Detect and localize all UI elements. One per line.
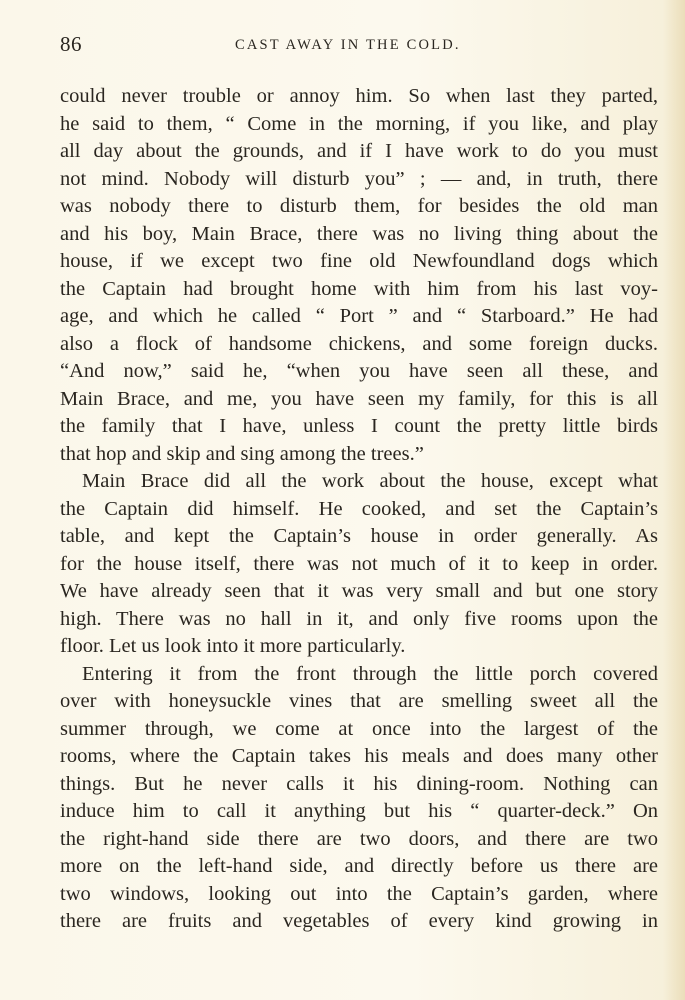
- text-line: house, if we except two fine old Newfoundland dogs which: [60, 250, 658, 272]
- page-edge-shadow: [663, 0, 685, 1000]
- text-line: that hop and skip and sing among the trees.”: [60, 442, 424, 465]
- text-line: “And now,” said he, “when you have seen all these, and: [60, 360, 658, 382]
- text-line: more on the left-hand side, and directly before us there are: [60, 855, 658, 877]
- page-number: 86: [60, 32, 82, 56]
- text-line: and his boy, Main Brace, there was no living thing about the: [60, 222, 658, 245]
- text-line: two windows, looking out into the Captain’s garden, where: [60, 882, 658, 905]
- text-line: could never trouble or annoy him. So when last they parted,: [60, 85, 658, 107]
- text-line: floor. Let us look into it more particularly.: [60, 635, 406, 657]
- text-line: high. There was no hall in it, and only five rooms upon the: [60, 607, 658, 630]
- text-line: summer through, we come at once into the largest of the: [60, 717, 658, 740]
- body-text: [60, 83, 658, 936]
- text-line: the family that I have, unless I count the pretty little birds: [60, 415, 658, 437]
- text-line: We have already seen that it was very small and but one story: [60, 580, 658, 602]
- text-line: things. But he never calls it his dining-room. Nothing can: [60, 772, 658, 795]
- text-line: was nobody there to disturb them, for besides the old man: [60, 195, 658, 217]
- text-line: Main Brace did all the work about the house, except what: [82, 470, 658, 492]
- text-line: not mind. Nobody will disturb you” ; — and, in truth, there: [60, 167, 658, 190]
- text-line: there are fruits and vegetables of every kind growing in: [60, 910, 658, 932]
- text-line: Main Brace, and me, you have seen my family, for this is all: [60, 387, 658, 410]
- text-line: induce him to call it anything but his “ quarter-deck.” On: [60, 800, 658, 822]
- text-line: all day about the grounds, and if I have work to do you must: [60, 140, 658, 162]
- text-line: rooms, where the Captain takes his meals and does many other: [60, 745, 658, 767]
- text-line: for the house itself, there was not much of it to keep in order.: [60, 552, 658, 575]
- page-header: [60, 32, 660, 58]
- text-line: the right-hand side there are two doors, and there are two: [60, 827, 658, 850]
- text-line: the Captain had brought home with him from his last voy-: [60, 277, 658, 300]
- text-line: table, and kept the Captain’s house in order generally. As: [60, 525, 658, 547]
- text-line: age, and which he called “ Port ” and “ Starboard.” He had: [60, 305, 658, 327]
- text-line: the Captain did himself. He cooked, and set the Captain’s: [60, 497, 658, 520]
- text-line: over with honeysuckle vines that are smelling sweet all the: [60, 690, 658, 712]
- running-title: CAST AWAY IN THE COLD.: [235, 37, 461, 53]
- text-line: he said to them, “ Come in the morning, if you like, and play: [60, 112, 658, 135]
- text-line: Entering it from the front through the little porch covered: [82, 662, 658, 685]
- text-line: also a flock of handsome chickens, and some foreign ducks.: [60, 332, 658, 355]
